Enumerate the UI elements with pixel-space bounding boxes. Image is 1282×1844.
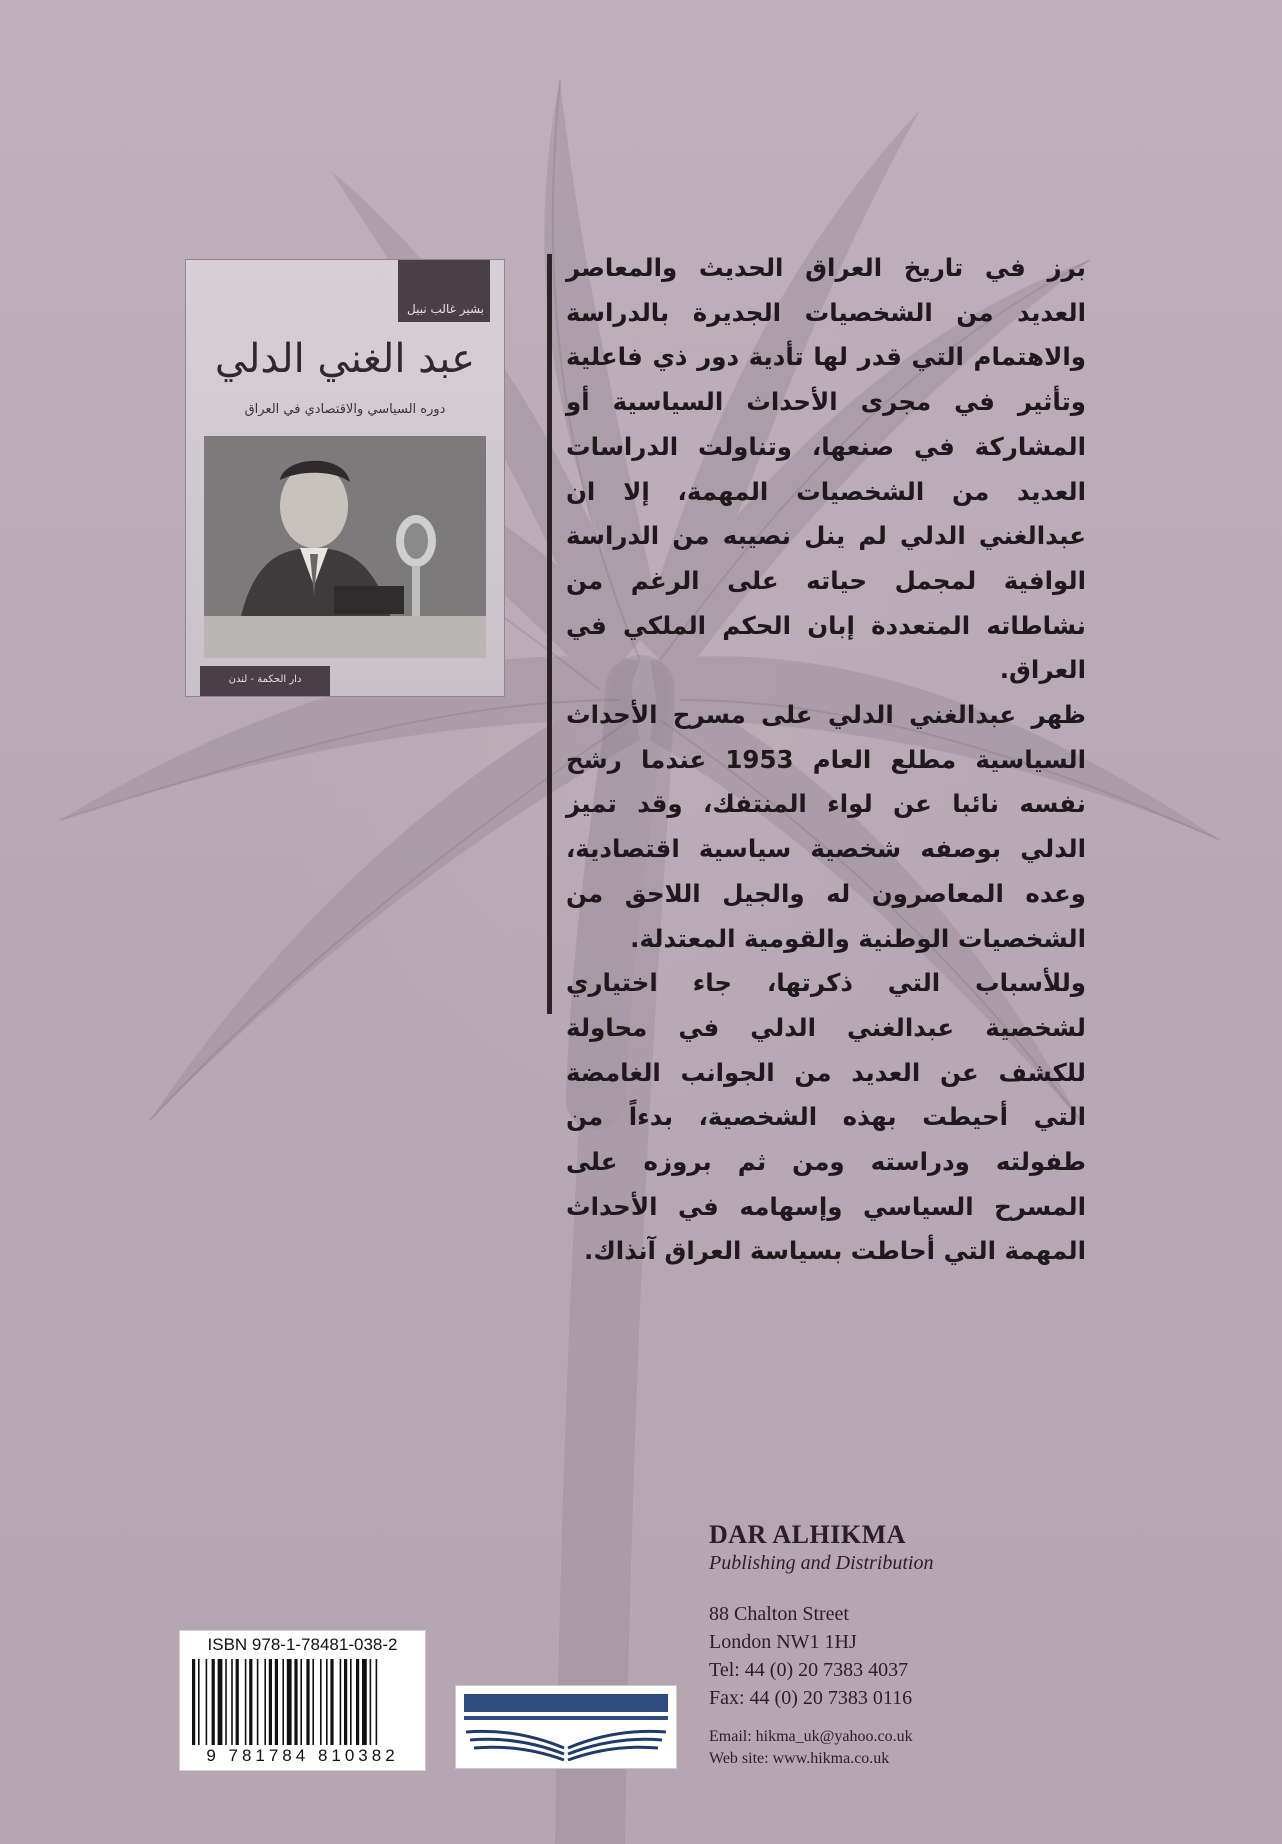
barcode-bar [257,1659,259,1745]
blurb-paragraph-1: برز في تاريخ العراق الحديث والمعاصر العديد من الشخصيات الجديرة بالدراسة والاهتمام التي قدر لها تأدية دور ذي فاعلية وتأثير في مجرى الأحداث السياسية أو المشاركة في صنعها، وتناولت الدراسات العديد من الشخصيات المهمة، إلا ان عبدالغني الدلي لم ينل نصيبه من الدراسة الوافية لمجمل حياته على الرغم من نشاطاته المتعددة إبان الحكم الملكي في العراق. [566,253,1086,685]
publisher-logo [456,1686,676,1768]
isbn-digits: 9 781784 810382 [206,1746,399,1765]
barcode-bar [218,1659,223,1745]
publisher-box [200,666,330,696]
barcode-bar [340,1659,342,1745]
isbn-label: ISBN 978-1-78481-038-2 [207,1635,398,1654]
blurb-paragraph-2: ظهر عبدالغني الدلي على مسرح الأحداث السياسية مطلع العام 1953 عندما رشح نفسه نائبا عن لواء المنتفك، وقد تميز الدلي بوصفه شخصية سياسية اقتصادية، وعده المعاصرون له والجيل اللاحق من الشخصيات الوطنية والقومية المعتدلة. [566,700,1087,953]
author-box [398,260,490,322]
fax: Fax: 44 (0) 20 7383 0116 [709,1687,913,1709]
barcode-bar [275,1659,278,1745]
author-photo [204,436,486,658]
barcode [190,1659,415,1745]
barcode-bar [362,1659,367,1745]
barcode-bar [294,1659,297,1745]
blurb-text [566,246,1086,1274]
barcode-bar [300,1659,302,1745]
telephone: Tel: 44 (0) 20 7383 4037 [709,1659,909,1681]
thumbnail-publisher: دار الحكمة - لندن [228,674,302,685]
barcode-bar [269,1659,272,1745]
barcode-bar [330,1659,333,1745]
website: Web site: www.hikma.co.uk [709,1750,890,1767]
barcode-bar [212,1659,215,1745]
barcode-bar [245,1659,247,1745]
isbn-barcode-box [180,1631,425,1770]
barcode-bar [350,1659,352,1745]
barcode-bar [370,1659,372,1745]
barcode-bar [312,1659,314,1745]
barcode-bar [344,1659,347,1745]
barcode-bar [287,1659,292,1745]
vertical-divider [547,254,552,1014]
barcode-bar [249,1659,252,1745]
barcode-bar [326,1659,328,1745]
barcode-bar [198,1659,200,1745]
barcode-bar [356,1659,359,1745]
barcode-bar [225,1659,227,1745]
publisher-tagline: Publishing and Distribution [709,1552,934,1574]
barcode-bar [320,1659,322,1745]
blurb-paragraph-3: وللأسباب التي ذكرتها، جاء اختياري لشخصية عبدالغني الدلي في محاولة للكشف عن العديد من الجوانب الغامضة التي أحيطت بهذه الشخصية، بدءاً من طفولته ودراسته ومن ثم بروزه على المسرح السياسي وإسهامه في الأحداث المهمة التي أحاطت بسياسة العراق آنذاك. [566,968,1086,1266]
address-line-2: London NW1 1HJ [709,1631,857,1653]
barcode-bar [236,1659,239,1745]
email: Email: hikma_uk@yahoo.co.uk [709,1728,913,1745]
publisher-address [709,1600,912,1712]
book-cover-thumbnail [186,260,504,696]
address-line-1: 88 Chalton Street [709,1603,849,1625]
thumbnail-subtitle: دوره السياسي والاقتصادي في العراق [244,402,446,417]
thumbnail-title: عبد الغني الدلي [214,336,476,382]
barcode-bar [264,1659,266,1745]
barcode-bar [306,1659,309,1745]
publisher-name: DAR ALHIKMA [709,1520,906,1549]
barcode-bar [231,1659,233,1745]
barcode-bar [376,1659,378,1745]
barcode-bar [206,1659,208,1745]
thumbnail-author: بشير غالب نبيل [407,302,484,316]
publisher-heading [709,1520,933,1575]
publisher-contact [709,1726,913,1770]
barcode-bar [192,1659,195,1745]
barcode-bar [282,1659,284,1745]
